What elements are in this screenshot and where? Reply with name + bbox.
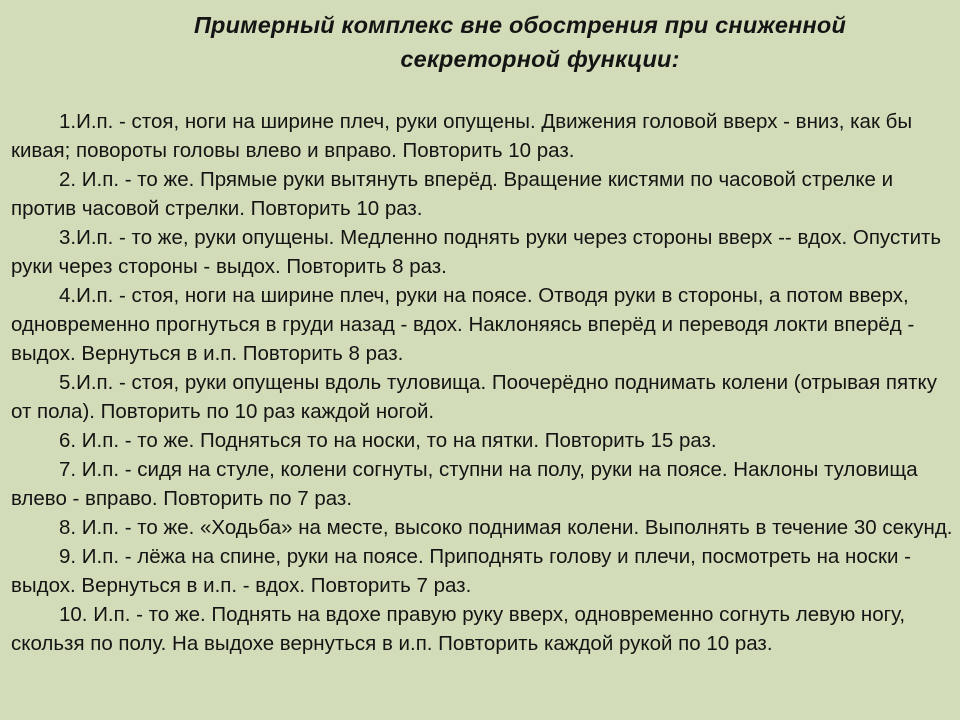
exercise-7: 7. И.п. - сидя на стуле, колени согнуты, ступни на полу, руки на поясе. Наклоны туловища влево - вправо. Повторить по 7 раз.: [11, 458, 918, 510]
title-line-1: Примерный комплекс вне обострения при сниженной: [193, 12, 847, 38]
exercise-10: 10. И.п. - то же. Поднять на вдохе правую руку вверх, одновременно согнуть левую ногу, скользя по полу. На выдохе вернуться в и.п. Повторить каждой рукой по 10 раз.: [11, 603, 906, 655]
exercise-3: 3.И.п. - то же, руки опущены. Медленно поднять руки через стороны вверх -- вдох. Опустить руки через стороны - выдох. Повторить 8 раз.: [11, 226, 942, 278]
exercise-6: 6. И.п. - то же. Подняться то на носки, то на пятки. Повторить 15 раз.: [59, 429, 717, 452]
exercise-1: 1.И.п. - стоя, ноги на ширине плеч, руки опущены. Движения головой вверх - вниз, как бы кивая; повороты головы влево и вправо. Повторить 10 раз.: [11, 110, 913, 162]
exercise-2: 2. И.п. - то же. Прямые руки вытянуть вперёд. Вращение кистями по часовой стрелке и против часовой стрелки. Повторить 10 раз.: [11, 168, 894, 220]
title-line-2: секреторной функции:: [400, 46, 680, 72]
exercise-5: 5.И.п. - стоя, руки опущены вдоль туловища. Поочерёдно поднимать колени (отрывая пятку от пола). Повторить по 10 раз каждой ногой.: [11, 371, 937, 423]
exercise-4: 4.И.п. - стоя, ноги на ширине плеч, руки на поясе. Отводя руки в стороны, а потом вверх, одновременно прогнуться в груди назад - вдох. Наклоняясь вперёд и переводя локти вперёд - выдох. Вернуться в и.п. Повторить 8 раз.: [11, 284, 915, 365]
exercise-9: 9. И.п. - лёжа на спине, руки на поясе. Приподнять голову и плечи, посмотреть на носки - выдох. Вернуться в и.п. - вдох. Повторить 7 раз.: [11, 545, 911, 597]
exercise-list: [11, 107, 953, 658]
exercise-8: 8. И.п. - то же. «Ходьба» на месте, высоко поднимая колени. Выполнять в течение 30 секунд.: [59, 516, 953, 539]
slide-title: [60, 8, 940, 76]
